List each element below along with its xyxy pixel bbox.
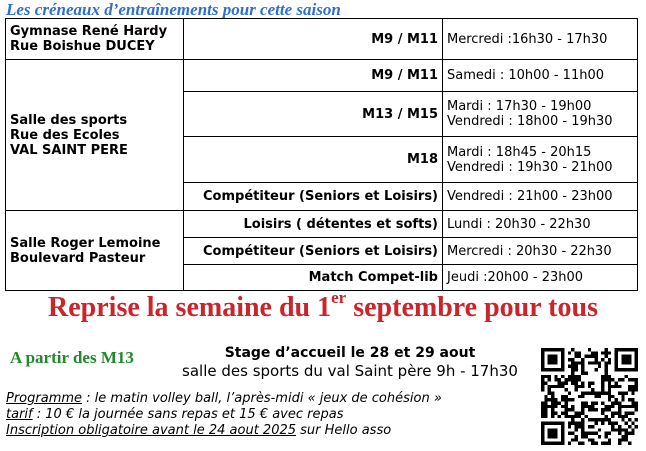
inscription-label: Inscription obligatoire avant le 24 aout 2025 [6,423,297,438]
time-line: Samedi : 10h00 - 11h00 [447,68,604,83]
category-cell: Compétiteur (Seniors et Loisirs) [184,238,443,265]
table-row [6,60,638,92]
time-line: Mardi : 17h30 - 19h00 [447,99,592,114]
table-row [6,211,638,238]
category-cell: Match Compet-lib [184,265,443,291]
qr-code-icon[interactable] [541,348,638,445]
programme-line [6,391,442,407]
stage-location: salle des sports du val Saint père 9h - 17h30 [182,362,518,380]
time-line: Mercredi :16h30 - 17h30 [447,31,608,47]
venue-line: Gymnase René Hardy [10,24,168,39]
stage-block [165,344,535,381]
venue-line: Salle des sports [10,112,128,128]
time-cell [443,19,638,60]
time-line: Lundi : 20h30 - 22h30 [447,216,591,232]
category-cell: M9 / M11 [184,60,443,92]
time-cell [443,60,638,92]
inscription-line [6,423,442,439]
time-line: Vendredi : 21h00 - 23h00 [447,189,613,204]
programme-text: : le matin volley ball, l’après-midi « jeux de cohésion » [82,391,442,406]
time-cell [443,137,638,183]
time-cell [443,265,638,291]
schedule-table [5,18,638,291]
venue-line: Rue des Ecoles [10,127,120,143]
time-cell [443,238,638,265]
time-line: Jeudi :20h00 - 23h00 [447,270,584,285]
stage-title: Stage d’accueil le 28 et 29 aout [224,345,476,361]
category-cell: M18 [184,137,443,183]
time-cell [443,211,638,238]
tarif-line [6,407,442,423]
time-line: Mardi : 18h45 - 20h15 [447,144,592,160]
time-line: Vendredi : 18h00 - 19h30 [447,114,613,129]
page-title: Les créneaux d’entraînements pour cette saison [6,0,341,19]
programme-label: Programme [6,391,83,406]
reprise-text-start: Reprise la semaine du 1 [48,292,332,323]
reprise-superscript: er [331,288,347,307]
reprise-heading [0,288,646,324]
inscription-text: sur Hello asso [296,423,392,438]
category-cell: Compétiteur (Seniors et Loisirs) [184,183,443,211]
reprise-text-end: septembre pour tous [346,292,598,323]
venue-line: VAL SAINT PERE [10,142,128,158]
tarif-text: : 10 € la journée sans repas et 15 € avec repas [32,407,344,422]
time-line: Mercredi : 20h30 - 22h30 [447,243,612,259]
category-cell: M13 / M15 [184,92,443,137]
venue-line: Boulevard Pasteur [10,250,146,266]
venue-cell [6,211,184,291]
time-cell [443,92,638,137]
venue-line: Rue Boishue DUCEY [10,39,155,54]
tarif-label: tarif [6,407,33,422]
venue-cell [6,60,184,211]
venue-line: Salle Roger Lemoine [10,235,161,251]
time-cell [443,183,638,211]
time-line: Vendredi : 19h30 - 21h00 [447,159,613,175]
category-cell: M9 / M11 [184,19,443,60]
age-note: A partir des M13 [10,348,134,367]
venue-cell [6,19,184,60]
table-row [6,19,638,60]
category-cell: Loisirs ( détentes et softs) [184,211,443,238]
info-block [6,391,442,439]
